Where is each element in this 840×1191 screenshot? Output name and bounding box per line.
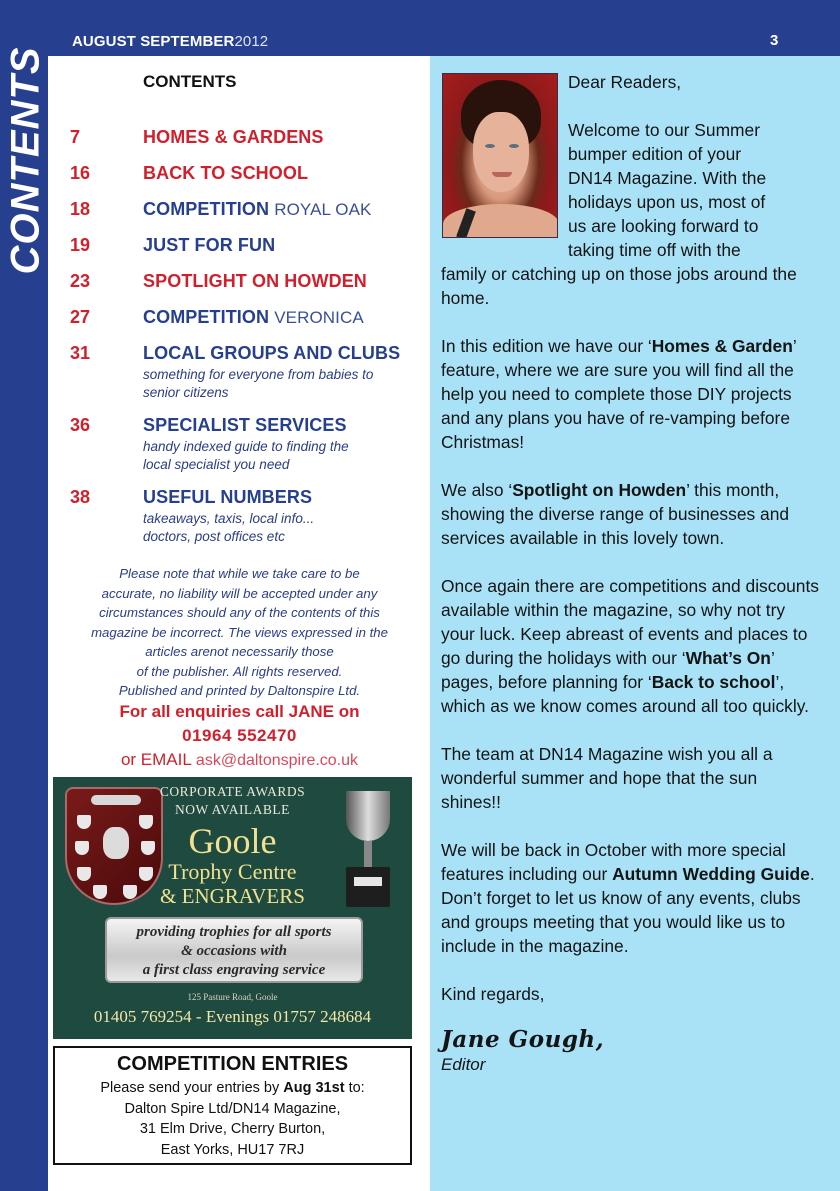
toc-item-back-to-school[interactable] [70, 160, 420, 196]
toc-title: HOMES & GARDENS [143, 127, 324, 147]
issue-months: AUGUST SEPTEMBER [72, 33, 235, 50]
disclaimer-line: of the publisher. All rights reserved. [136, 663, 343, 679]
page-number: 3 [770, 32, 779, 49]
competition-entries-box [53, 1046, 412, 1165]
issue-date [72, 33, 268, 50]
competition-address-line: East Yorks, HU17 7RJ [160, 1141, 305, 1158]
plate-line: a first class engraving service [142, 962, 326, 978]
enquiries-block [62, 700, 417, 773]
toc-item-just-for-fun[interactable] [70, 232, 420, 268]
toc-title: USEFUL NUMBERS [143, 487, 313, 507]
editor-letter [441, 70, 821, 1076]
issue-year: 2012 [234, 33, 269, 50]
competition-address-line: 31 Elm Drive, Cherry Burton, [139, 1121, 326, 1137]
goole-trophy-advert[interactable] [53, 777, 412, 1039]
toc-description-line: local specialist you need [143, 457, 290, 472]
advert-subtitle: Trophy Centre [168, 859, 297, 884]
toc-item-spotlight-on-howden[interactable] [70, 268, 420, 304]
letter-closing: Kind regards, [441, 984, 545, 1004]
disclaimer-line: articles arenot necessarily those [145, 644, 334, 659]
enquiries-phone[interactable]: 01964 552470 [182, 726, 297, 745]
toc-title-sub: ROYAL OAK [274, 200, 372, 219]
letter-line: holidays upon us, most of [568, 192, 766, 212]
letter-line: DN14 Magazine. With the [568, 168, 767, 188]
advert-business-name: Goole [188, 821, 277, 861]
toc-page-number: 7 [70, 127, 81, 147]
letter-intro-wrapped [441, 118, 821, 262]
toc-page-number: 27 [70, 307, 91, 327]
toc-page-number: 31 [70, 343, 91, 363]
disclaimer-line: accurate, no liability will be accepted under any [101, 585, 378, 601]
toc-description-line: something for everyone from babies to [143, 367, 374, 382]
letter-paragraph-spotlight: We also ‘Spotlight on Howden’ this month, showing the diverse range of businesses and services available in this lovely town. [441, 480, 790, 548]
toc-title: SPOTLIGHT ON HOWDEN [143, 271, 367, 291]
advert-address: 125 Pasture Road, Goole [187, 992, 278, 1002]
letter-paragraph-competitions: Once again there are competitions and discounts available within the magazine, so why not try your luck. Keep abreast of events and places to go during the holidays with our ‘What’s On’ pages, before planning for ‘Back to school’, which as we know comes around all too quickly. [441, 576, 819, 716]
plate-line: & occasions with [181, 943, 287, 959]
toc-title: BACK TO SCHOOL [143, 163, 309, 183]
deadline-suffix: to: [348, 1080, 365, 1096]
toc-item-local-groups-and-clubs[interactable] [70, 340, 420, 412]
toc-title: SPECIALIST SERVICES [143, 415, 347, 435]
toc-page-number: 18 [70, 199, 91, 219]
advert-engraved-plate [105, 917, 363, 983]
letter-greeting: Dear Readers, [568, 72, 682, 92]
toc-page-number: 16 [70, 163, 91, 183]
letter-line: bumper edition of your [568, 144, 742, 164]
competition-entries-deadline [55, 1078, 410, 1099]
vertical-section-title-text: CONTENTS [3, 46, 48, 274]
toc-title: LOCAL GROUPS AND CLUBS [143, 343, 401, 363]
toc-item-homes-gardens[interactable] [70, 124, 420, 160]
toc-title-main: COMPETITION [143, 199, 270, 219]
toc-title: JUST FOR FUN [143, 235, 276, 255]
letter-paragraph-october: We will be back in October with more special features including our Autumn Wedding Guide. Don’t forget to let us know of any events, clubs and groups meeting that you would like us to include in the magazine. [441, 840, 815, 956]
letter-line: Welcome to our Summer [568, 120, 761, 140]
letter-paragraph-summer: The team at DN14 Magazine wish you all a wonderful summer and hope that the sun shines!! [441, 744, 773, 812]
deadline-date: Aug 31st [283, 1080, 345, 1096]
deadline-prefix: Please send your entries by [100, 1080, 280, 1096]
letter-line: us are looking forward to [568, 216, 759, 236]
plate-line: providing trophies for all sports [136, 924, 332, 940]
disclaimer-line: magazine be incorrect. The views expressed in the [91, 624, 388, 640]
disclaimer [62, 564, 417, 701]
editor-title: Editor [441, 1055, 486, 1074]
advert-tagline-line: NOW AVAILABLE [175, 802, 290, 817]
toc-page-number: 19 [70, 235, 91, 255]
email-prefix: or EMAIL [120, 750, 192, 769]
enquiries-email-link[interactable]: ask@daltonspire.co.uk [195, 752, 359, 769]
letter-line: taking time off with the [568, 240, 741, 260]
competition-entries-title: COMPETITION ENTRIES [116, 1053, 349, 1075]
disclaimer-line: circumstances should any of the contents of this [99, 605, 380, 620]
table-of-contents [70, 124, 420, 556]
disclaimer-line: Published and printed by Daltonspire Ltd. [118, 683, 361, 698]
advert-phones: 01405 769254 - Evenings 01757 248684 [93, 1007, 372, 1026]
advert-tagline-line: CORPORATE AWARDS [159, 784, 306, 799]
toc-description-line: senior citizens [143, 385, 229, 400]
toc-description-line: takeaways, taxis, local info... [143, 511, 315, 526]
advert-subtitle: & ENGRAVERS [160, 884, 305, 908]
toc-title-sub: VERONICA [274, 308, 364, 327]
toc-description-line: handy indexed guide to finding the [143, 439, 349, 454]
editor-signature: Jane Gough, [441, 1026, 605, 1053]
disclaimer-line: Please note that while we take care to be [119, 566, 360, 581]
toc-item-competition-royal-oak[interactable] [70, 196, 420, 232]
toc-description-line: doctors, post offices etc [143, 529, 285, 544]
toc-title-main: COMPETITION [143, 307, 270, 327]
letter-intro-continued: family or catching up on those jobs around the home. [441, 264, 797, 308]
toc-title [143, 304, 420, 331]
contents-heading: CONTENTS [143, 72, 237, 91]
toc-title [143, 196, 420, 223]
toc-item-useful-numbers[interactable] [70, 484, 420, 556]
toc-page-number: 36 [70, 415, 91, 435]
toc-item-competition-veronica[interactable] [70, 304, 420, 340]
enquiries-line: For all enquiries call JANE on [119, 702, 360, 721]
letter-paragraph-homes-garden: In this edition we have our ‘Homes & Garden’ feature, where we are sure you will find all the help you need to complete those DIY projects and any plans you have of re-vamping before Christmas! [441, 336, 797, 452]
competition-address-line: Dalton Spire Ltd/DN14 Magazine, [124, 1100, 341, 1117]
toc-page-number: 23 [70, 271, 91, 291]
toc-page-number: 38 [70, 487, 91, 507]
advert-tagline [53, 783, 412, 819]
toc-item-specialist-services[interactable] [70, 412, 420, 484]
vertical-section-title [2, 40, 50, 280]
